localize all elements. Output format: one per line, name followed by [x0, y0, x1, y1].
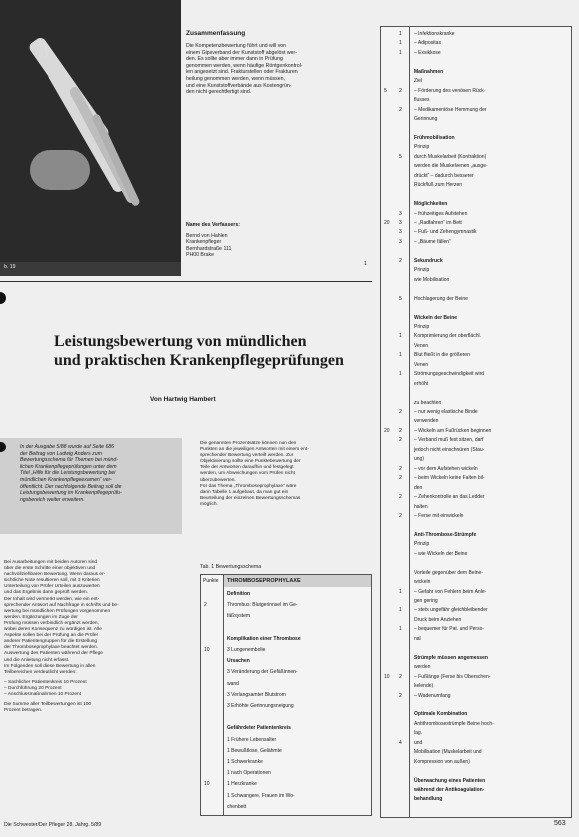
address-line: Bernhardstraße 111 — [186, 245, 232, 252]
row-points: 2 — [399, 465, 402, 472]
body-line: Punkten an die jeweiligen Antworten mit einem ent- — [200, 447, 309, 453]
table-row: Venen — [414, 342, 429, 349]
table-row: – Wickeln am Fußrücken beginnen — [414, 427, 492, 434]
table-row: fäßsystem — [227, 613, 251, 620]
table-row: Venen — [414, 361, 429, 368]
table-row: 3 Lungenembolie — [227, 647, 266, 653]
divider — [0, 281, 372, 282]
row-points: 1 — [399, 333, 402, 340]
row-points: 1 — [399, 626, 402, 633]
author-label: Name des Verfassers: — [186, 222, 240, 228]
row-points: 1 — [399, 31, 402, 37]
summary-line: den nicht gerechtfertigt sind. — [186, 89, 252, 96]
table-row: gen gering — [414, 598, 438, 604]
table-row: Hochlagerung der Beine — [414, 295, 468, 302]
left-paragraph — [4, 560, 182, 676]
table-row: den — [414, 484, 423, 491]
table-row: Prinzip — [414, 144, 430, 151]
body-line: Teile der Antworten daraufhin und festgelegt — [200, 465, 294, 471]
table-row: – Medikamentöse Hemmung der — [414, 106, 487, 113]
row-points: 1 — [399, 371, 402, 378]
table-row: Rückfluß zum Herzen — [414, 182, 463, 189]
intro-line: mündlichen Krankenpflegeexamen“ ver- — [20, 476, 112, 483]
table-row: 3 Erhöhte Gerinnungsneigung — [227, 703, 294, 709]
table-row: Strümpfe müssen angemessen — [414, 654, 488, 661]
table-row: 1 Schwangere, Frauen im Wo- — [227, 792, 295, 799]
table-divider — [409, 27, 410, 817]
row-points: 2 — [399, 257, 402, 264]
body-line: Für das Thema „Thromboseprophylaxe“ wäre — [200, 483, 297, 489]
list-item: – Sachlicher Patientenkreis 10 Prozent — [4, 679, 87, 685]
table-row: Blut fließt in die größeren — [414, 352, 470, 359]
body-line: wobei deren Konsequenz zu würdigen ist. Alle — [4, 627, 102, 633]
table-header-title: THROMBOSEPROPHYLAXE — [227, 578, 301, 584]
table-row: Möglichkeiten — [414, 201, 448, 208]
xray-marker: 3 — [38, 38, 49, 63]
body-line: Auswertung des Patienten während der Pflege — [4, 651, 103, 657]
summary-heading: Zusammenfassung — [186, 30, 246, 37]
row-points: 4 — [399, 739, 402, 746]
table-row: – Zehenkontrolle an das Ledder — [414, 494, 485, 501]
table-row: drückt“ – dadurch besserer — [414, 172, 474, 179]
xray-photo — [0, 0, 181, 262]
row-points: 2 — [399, 692, 402, 699]
table-row: 1 Bewußtlose, Gelähmte — [227, 747, 282, 754]
table-row: Optimale Kombination — [414, 711, 468, 718]
table-row: Ziel — [414, 78, 423, 85]
row-points: 1 — [399, 40, 402, 47]
intro-line: lichen Krankenpflegeprüfungen unter dem — [20, 463, 117, 470]
table-row: Anti-Thrombose-Strümpfe — [414, 531, 477, 538]
body-line: nachvollziehbaren Bewertung. Wenn daraus er- — [4, 572, 106, 578]
row-points: 2 — [399, 106, 402, 113]
table-right — [380, 26, 572, 818]
footer-left: Die Schwester/Der Pfleger 28. Jahrg. 5/89 — [4, 822, 102, 828]
body-line: sichtliche Note resultieren soll, mit 3 Kriterien — [4, 578, 100, 584]
table-row: – beim Wickeln keine Falten bil- — [414, 475, 485, 482]
table-row: 1 Herzkranke — [227, 781, 257, 788]
body-line: Beurteilung der einzelnen Bewertungsschemas — [200, 495, 301, 501]
body-line: und die Anleitung nicht erfasst. — [4, 657, 70, 663]
body-line: wertung bei mündlichen Prüfungen vorgenommen — [4, 608, 111, 614]
table-row: behandlung — [414, 796, 443, 803]
figure-caption: b. 19 — [4, 264, 16, 270]
body-line: Unterteilung von Prüfer Urteilen auszuwerten — [4, 584, 100, 590]
table-row: Antithrombosestrümpfe Beine hoch- — [414, 720, 494, 727]
table-row: Druck beim Anziehen — [414, 616, 462, 623]
intro-line: In der Ausgabe 5/88 wurde auf Seite 686 — [20, 444, 115, 450]
body-line: dann Tabelle 1 aufgebaut, da man gut ein — [200, 489, 289, 495]
table-row: – vor dem Aufstehen wickeln — [414, 465, 478, 472]
body-line: Objektivierung sollte eine Punktebewertung der — [200, 459, 301, 465]
table-row: Strömungsgeschwindigkeit wird — [414, 371, 485, 378]
table-row: Maßnahmen — [414, 68, 444, 75]
section-marker — [0, 292, 6, 304]
row-points: 10 — [204, 781, 210, 788]
row-points: 1 — [399, 352, 402, 359]
table-row: Sekundruck — [414, 257, 443, 264]
body-line: möglich. — [200, 501, 218, 507]
row-points: 1 — [399, 588, 402, 595]
row-points: 1 — [399, 607, 402, 614]
table-header-col: Punkte — [203, 578, 219, 584]
left-body — [4, 560, 182, 714]
xray-strip — [0, 262, 181, 276]
row-points: 3 — [399, 238, 402, 245]
intro-line: ngsbereich weiter erweitern. — [20, 496, 85, 503]
body-line: Im Folgenden soll diese Bewertung in allen — [4, 663, 96, 669]
body-line: werden. Ergänzungen im Zuge der — [4, 614, 78, 620]
intro-text — [0, 438, 182, 503]
table-row: Wickeln der Beine — [414, 314, 458, 321]
address-line: Krankenpfleger — [186, 239, 222, 246]
row-points: 2 — [399, 512, 402, 519]
body-line: und das Ergebnis dann geprüft werden. — [4, 590, 89, 596]
row-points: 2 — [399, 494, 402, 501]
row-subtotal: 10 — [384, 673, 390, 680]
table-row: 3 Veränderung der Gefäßinnen- — [227, 669, 298, 676]
article-title-line1: Leistungsbewertung von mündlichen — [54, 333, 307, 350]
intro-line: Titel „Hilfe für die Leistungsbewertung bei — [20, 470, 116, 477]
table-caption: Tab. 1 Bewertungsschema — [200, 564, 262, 570]
table-row: Prinzip — [414, 267, 430, 274]
page-number: 563 — [554, 820, 566, 827]
table-row: werden — [414, 664, 431, 671]
summary-line: heilung genommen werden, wenn müssen, — [186, 75, 285, 82]
table-row: flusses — [414, 97, 430, 104]
table-row: 1 Schwerkranke — [227, 759, 263, 765]
table-row: Frühmobilisation — [414, 134, 455, 141]
intro-line: Bewertungsschema für Themen bei münd- — [20, 457, 119, 464]
list-item: – Anschlussmaßnahmen 10 Prozent — [4, 691, 82, 697]
table-divider — [223, 575, 224, 815]
row-points: 3 — [399, 229, 402, 236]
table-row: während der Antikoagulation- — [414, 787, 485, 793]
row-subtotal: 5 — [384, 87, 387, 94]
table-row: jedoch nicht einschnüren (Stau- — [414, 446, 485, 453]
table-row: – Exsikkose — [414, 49, 441, 56]
table-row: Ursachen — [227, 658, 250, 665]
table-row: zu beachten — [414, 399, 442, 406]
table-left — [200, 574, 372, 816]
table-row: erhöht — [414, 380, 429, 387]
table-row: 1 nach Operationen — [227, 770, 271, 777]
table-row: 1 Frühere Lebensalter — [227, 736, 277, 743]
table-row: Überwachung eines Patienten — [414, 777, 486, 784]
body-line: Die Summe aller Teilbewertungen ist 100 — [4, 702, 92, 708]
row-points: 2 — [399, 87, 402, 94]
body-line: sprechender Antwort auf Nachfrage in schrifts und be- — [4, 602, 119, 608]
table-row: – Fuß- und Zehengymnastik — [414, 229, 477, 236]
row-points: 3 — [399, 220, 402, 226]
table-row: – Wadenumfang — [414, 692, 451, 699]
table-row: Gerinnung — [414, 116, 438, 123]
row-points: 2 — [399, 409, 402, 415]
body-line: Aspekte sollen bei der Prüfung an die Prüfer — [4, 633, 99, 639]
row-points: 10 — [204, 647, 210, 653]
row-subtotal: 20 — [384, 220, 390, 226]
table-row: – bequemer für Pat. und Perso- — [414, 626, 485, 633]
summary-line: und eine Kunststoffverbände aus Kostengrün- — [186, 82, 292, 89]
table-row: halten — [414, 503, 428, 510]
row-subtotal: 20 — [384, 427, 390, 434]
table-row: – nur wenig elastische Binde — [414, 409, 478, 415]
row-points: 3 — [399, 210, 402, 217]
summary-section — [186, 30, 368, 96]
author-box — [186, 222, 240, 259]
list-item: – Durchführung 20 Prozent — [4, 685, 62, 691]
row-points: 5 — [399, 153, 402, 160]
table-row: Komplikation einer Thrombose — [227, 635, 301, 642]
left-list — [4, 680, 182, 698]
article-author: Von Hartwig Hambert — [150, 396, 216, 403]
table-row: Komprimierung der oberflächl. — [414, 333, 481, 340]
figure-mark: 1 — [364, 261, 367, 267]
table-row: wand — [227, 680, 239, 687]
table-row: Mobilisation (Muskelarbeit und — [414, 749, 482, 756]
intro-box — [0, 438, 182, 534]
body-line: Prüfung müssen verbindlich ergänzt werden, — [4, 620, 99, 626]
body-line: über die erste Schritte einer objektiven und — [4, 566, 96, 572]
body-line: Bei Ausarbeitungen mit beiden Autoren sind — [4, 560, 98, 565]
table-row: und — [414, 739, 423, 746]
intro-line: der Beitrag von Ludwig Anders zum — [20, 450, 102, 457]
table-row: – Gefahr von Fehlern beim Anle- — [414, 588, 487, 595]
table-row: – Adipositas — [414, 40, 441, 47]
table-row: – Fußlänge (Ferse bis Oberschen- — [414, 673, 491, 680]
table-row: nal — [414, 635, 421, 642]
table-row: – wie Wickeln der Beine — [414, 550, 468, 557]
table-row: Prinzip — [414, 541, 430, 548]
table-row: 3 Verlangsamter Blutstrom — [227, 691, 286, 698]
table-row: chenbett — [227, 803, 247, 810]
middle-body — [200, 441, 370, 508]
summary-line: Die Kompetenzbewertung führt und will von — [186, 43, 287, 49]
body-line: Der Inhalt wird vermerkt werden, wie ein ent- — [4, 596, 100, 602]
row-points: 2 — [399, 437, 402, 444]
table-row: wie Mobilisation — [414, 276, 450, 283]
body-line: anderer Patientengruppen für die Erstellung — [4, 639, 98, 645]
table-row: durch Muskelarbeit (Kontraktion) — [414, 153, 487, 160]
row-points: 2 — [399, 673, 402, 680]
table-row: – „Radfahren“ im Bett — [414, 220, 462, 226]
table-row: kelende) — [414, 683, 434, 690]
left-closing — [4, 702, 182, 714]
table-row: – Verband muß fest sitzen, darf — [414, 437, 484, 444]
intro-line: öffentlicht. Der nachfolgende Beitrag soll die — [20, 483, 122, 490]
table-row: ung) — [414, 456, 425, 463]
table-row: wickeln — [414, 579, 431, 586]
table-row: – „Bäume fällen“ — [414, 238, 451, 245]
summary-line: genommen werden, wenn häufige Röntgenkontrol- — [186, 62, 303, 69]
row-points: 2 — [399, 475, 402, 482]
table-row: Definition — [227, 591, 251, 597]
body-line: überzubewerten. — [200, 477, 236, 483]
row-points: 5 — [399, 295, 402, 302]
table-row: lag. — [414, 730, 423, 737]
body-line: der Thromboseprophylaxe beachtet werden. — [4, 645, 99, 651]
table-row: Vorteile gegenüber dem Beine- — [414, 569, 483, 576]
summary-line: einem Gipsverband der Kunststoff abgelöst wer- — [186, 49, 297, 56]
summary-body — [186, 43, 368, 96]
body-line: Prozent betragen. — [4, 708, 43, 714]
article-title-line2: und praktischen Krankenpflegeprüfungen — [54, 352, 344, 369]
table-row: – Förderung des venösen Rück- — [414, 87, 486, 94]
table-row: – Infektionskranke — [414, 31, 455, 37]
table-row: – stets ungefähr gleichbleibender — [414, 607, 488, 614]
table-row: Prinzip — [414, 323, 430, 330]
intro-line: Leistungsbewertung im Krankenpflegeprüfu- — [20, 490, 122, 497]
table-row: – frühzeitiges Aufstehen — [414, 210, 468, 217]
address-line: PH00 Brake — [186, 252, 214, 259]
body-line: sprechender Bewertung verteilt werden. Zur — [200, 453, 294, 459]
table-row: Gefährdeter Patientenkreis — [227, 725, 291, 732]
body-line: werden, um Abweichungen vom Prüfen nicht — [200, 471, 295, 477]
table-row: werden die Muskelvenen „ausge- — [414, 163, 488, 170]
row-points: 1 — [399, 49, 402, 56]
summary-line: den. Es sollte aber immer dann in Prüfung — [186, 56, 283, 63]
row-points: 2 — [399, 427, 402, 434]
row-points: 2 — [204, 602, 207, 609]
table-row: Thrombus: Blutgerinnsel im Ge- — [227, 602, 298, 609]
table-row: verwenden — [414, 418, 439, 425]
table-row: Kompression von außen) — [414, 758, 470, 765]
table-row: – Ferse mit einwickeln — [414, 512, 464, 519]
address-line: Bernd von Hahlen — [186, 232, 228, 239]
body-line: Die genannten Prozentsätze können nun den — [200, 441, 297, 446]
summary-line: len angesetzt sind. Frakturstellen oder Frakturen — [186, 69, 298, 76]
body-line: Teilbereichen verdeutlicht werden: — [4, 669, 77, 675]
